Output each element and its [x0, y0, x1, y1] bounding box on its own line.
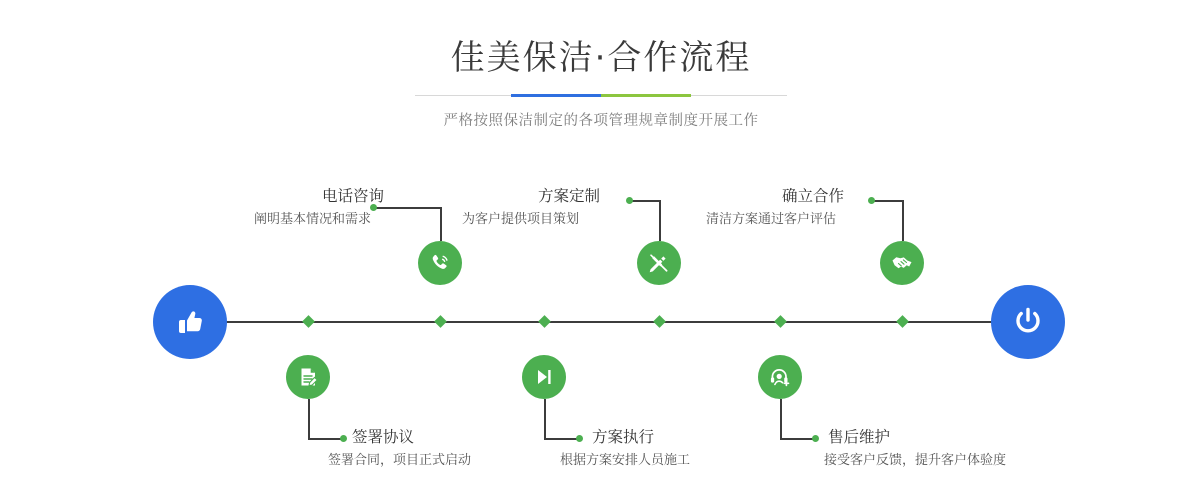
connector-1-vertical	[440, 207, 442, 241]
divider-accent-green	[601, 94, 691, 97]
step-node-3[interactable]	[637, 241, 681, 285]
step-label-3	[462, 186, 600, 229]
axis-marker-3	[653, 315, 666, 328]
step-label-2	[328, 427, 472, 470]
diagram-header	[0, 0, 1202, 130]
step-title-5: 确立合作	[782, 187, 845, 205]
step-desc-2: 签署合同，项目正式启动	[328, 453, 472, 468]
connector-3-vertical	[659, 200, 661, 241]
axis-marker-6	[774, 315, 787, 328]
timeline-start-badge	[153, 285, 227, 359]
step-desc-5: 清洁方案通过客户评估	[706, 212, 837, 227]
phone-call-icon	[428, 251, 452, 275]
step-title-4: 方案执行	[592, 428, 655, 446]
page-subtitle: 严格按照保洁制定的各项管理规章制度开展工作	[443, 113, 759, 129]
connector-6-endpoint	[812, 435, 819, 442]
step-title-6: 售后维护	[828, 428, 891, 446]
page-title: 佳美保洁·合作流程	[450, 38, 752, 78]
document-edit-icon	[296, 365, 320, 389]
connector-2-endpoint	[340, 435, 347, 442]
step-label-6	[824, 427, 1007, 470]
connector-4-horizontal	[544, 438, 578, 440]
step-node-5[interactable]	[880, 241, 924, 285]
step-title-3: 方案定制	[538, 187, 601, 205]
step-desc-3: 为客户提供项目策划	[462, 212, 580, 227]
step-label-5	[706, 186, 844, 229]
connector-5-vertical	[902, 200, 904, 241]
divider-accent-blue	[511, 94, 601, 97]
step-label-4	[560, 427, 691, 470]
connector-6-vertical	[780, 399, 782, 439]
power-icon	[1009, 303, 1047, 341]
step-node-6[interactable]	[758, 355, 802, 399]
connector-5-endpoint	[868, 197, 875, 204]
step-title-2: 签署协议	[352, 428, 415, 446]
axis-marker-2	[302, 315, 315, 328]
connector-6-horizontal	[780, 438, 814, 440]
axis-marker-5	[896, 315, 909, 328]
connector-4-vertical	[544, 399, 546, 439]
step-title-1: 电话咨询	[322, 187, 385, 205]
step-desc-4: 根据方案安排人员施工	[560, 453, 691, 468]
title-divider	[415, 94, 787, 97]
connector-5-horizontal	[872, 200, 902, 202]
step-label-1	[254, 186, 384, 229]
step-node-1[interactable]	[418, 241, 462, 285]
connector-3-endpoint	[626, 197, 633, 204]
connector-3-horizontal	[630, 200, 659, 202]
pencil-ruler-icon	[647, 251, 671, 275]
play-forward-icon	[532, 365, 556, 389]
step-node-4[interactable]	[522, 355, 566, 399]
headset-support-icon	[768, 365, 792, 389]
timeline-end-badge	[991, 285, 1065, 359]
connector-2-horizontal	[308, 438, 342, 440]
axis-marker-4	[538, 315, 551, 328]
step-desc-1: 阐明基本情况和需求	[254, 212, 372, 227]
connector-2-vertical	[308, 399, 310, 439]
connector-4-endpoint	[576, 435, 583, 442]
handshake-icon	[890, 251, 914, 275]
step-desc-6: 接受客户反馈，提升客户体验度	[824, 453, 1007, 468]
thumbs-up-icon	[172, 304, 208, 340]
axis-marker-1	[434, 315, 447, 328]
step-node-2[interactable]	[286, 355, 330, 399]
